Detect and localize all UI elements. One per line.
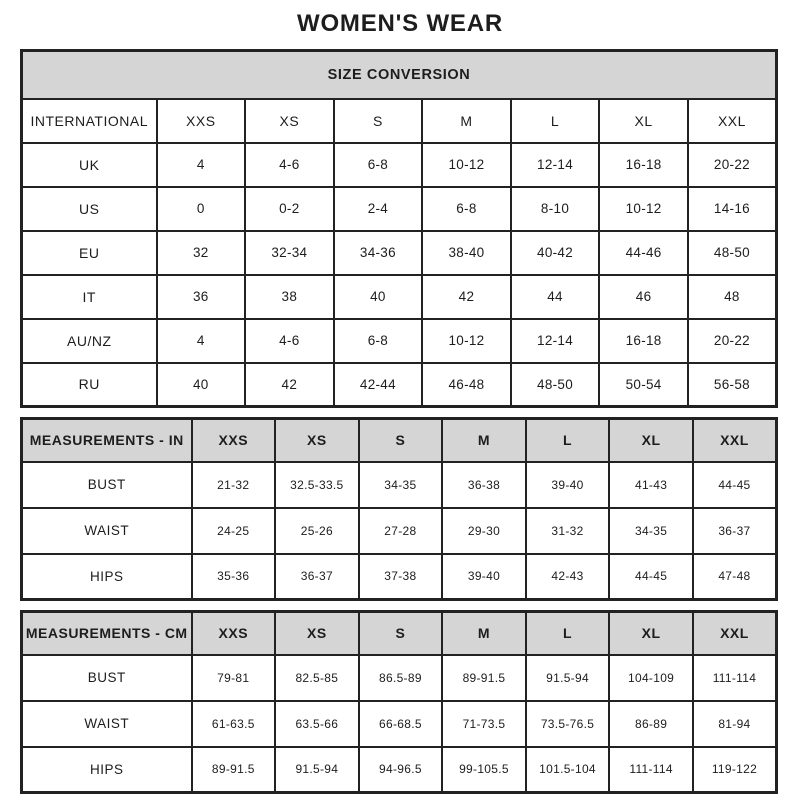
value-cell: 4 bbox=[157, 319, 246, 363]
value-cell: 38-40 bbox=[422, 231, 511, 275]
value-cell: 36 bbox=[157, 275, 246, 319]
table-row bbox=[22, 231, 777, 275]
value-cell: 41-43 bbox=[609, 462, 693, 508]
value-cell: 79-81 bbox=[192, 655, 276, 701]
value-cell: 32-34 bbox=[245, 231, 334, 275]
value-cell: 25-26 bbox=[275, 508, 359, 554]
value-cell: 12-14 bbox=[511, 319, 600, 363]
value-cell: 6-8 bbox=[422, 187, 511, 231]
size-header-cell: XS bbox=[275, 419, 359, 462]
value-cell: 91.5-94 bbox=[275, 747, 359, 793]
value-cell: 50-54 bbox=[599, 363, 688, 407]
value-cell: 12-14 bbox=[511, 143, 600, 187]
value-cell: 34-35 bbox=[359, 462, 443, 508]
value-cell: 40 bbox=[157, 363, 246, 407]
row-label-cell: HIPS bbox=[22, 747, 192, 793]
value-cell: 39-40 bbox=[526, 462, 610, 508]
value-cell: 4 bbox=[157, 143, 246, 187]
value-cell: 44-45 bbox=[609, 554, 693, 600]
size-conversion-table bbox=[20, 49, 778, 408]
size-header-cell: M bbox=[442, 612, 526, 655]
size-conversion-corner-label: INTERNATIONAL bbox=[22, 99, 157, 143]
value-cell: 42 bbox=[245, 363, 334, 407]
table-row bbox=[22, 462, 777, 508]
value-cell: 4-6 bbox=[245, 319, 334, 363]
table-row bbox=[22, 187, 777, 231]
table-row bbox=[22, 363, 777, 407]
row-label-cell: RU bbox=[22, 363, 157, 407]
value-cell: 0 bbox=[157, 187, 246, 231]
value-cell: 40 bbox=[334, 275, 423, 319]
size-header-cell: XL bbox=[599, 99, 688, 143]
value-cell: 71-73.5 bbox=[442, 701, 526, 747]
value-cell: 44 bbox=[511, 275, 600, 319]
value-cell: 48 bbox=[688, 275, 777, 319]
size-header-cell: S bbox=[359, 419, 443, 462]
value-cell: 10-12 bbox=[422, 319, 511, 363]
size-header-cell: M bbox=[422, 99, 511, 143]
size-header-cell: XS bbox=[275, 612, 359, 655]
row-label-cell: WAIST bbox=[22, 508, 192, 554]
table-row bbox=[22, 508, 777, 554]
row-label-cell: BUST bbox=[22, 655, 192, 701]
value-cell: 101.5-104 bbox=[526, 747, 610, 793]
value-cell: 0-2 bbox=[245, 187, 334, 231]
value-cell: 31-32 bbox=[526, 508, 610, 554]
value-cell: 99-105.5 bbox=[442, 747, 526, 793]
value-cell: 14-16 bbox=[688, 187, 777, 231]
table-row bbox=[22, 701, 777, 747]
value-cell: 4-6 bbox=[245, 143, 334, 187]
table-banner-row bbox=[22, 51, 777, 99]
value-cell: 46-48 bbox=[422, 363, 511, 407]
size-header-row bbox=[22, 612, 777, 655]
value-cell: 6-8 bbox=[334, 143, 423, 187]
value-cell: 36-37 bbox=[693, 508, 777, 554]
value-cell: 34-35 bbox=[609, 508, 693, 554]
measurements-cm-corner-label: MEASUREMENTS - CM bbox=[22, 612, 192, 655]
value-cell: 20-22 bbox=[688, 143, 777, 187]
value-cell: 36-38 bbox=[442, 462, 526, 508]
size-header-cell: XXL bbox=[693, 612, 777, 655]
value-cell: 89-91.5 bbox=[442, 655, 526, 701]
value-cell: 81-94 bbox=[693, 701, 777, 747]
size-header-cell: M bbox=[442, 419, 526, 462]
value-cell: 73.5-76.5 bbox=[526, 701, 610, 747]
table-row bbox=[22, 275, 777, 319]
value-cell: 38 bbox=[245, 275, 334, 319]
value-cell: 37-38 bbox=[359, 554, 443, 600]
row-label-cell: HIPS bbox=[22, 554, 192, 600]
size-header-cell: XXL bbox=[688, 99, 777, 143]
table-row bbox=[22, 554, 777, 600]
value-cell: 56-58 bbox=[688, 363, 777, 407]
value-cell: 36-37 bbox=[275, 554, 359, 600]
size-header-cell: XXL bbox=[693, 419, 777, 462]
table-row bbox=[22, 319, 777, 363]
row-label-cell: WAIST bbox=[22, 701, 192, 747]
size-header-cell: XXS bbox=[157, 99, 246, 143]
table-row bbox=[22, 143, 777, 187]
row-label-cell: IT bbox=[22, 275, 157, 319]
value-cell: 82.5-85 bbox=[275, 655, 359, 701]
value-cell: 48-50 bbox=[688, 231, 777, 275]
table-row bbox=[22, 747, 777, 793]
value-cell: 34-36 bbox=[334, 231, 423, 275]
value-cell: 35-36 bbox=[192, 554, 276, 600]
value-cell: 27-28 bbox=[359, 508, 443, 554]
row-label-cell: UK bbox=[22, 143, 157, 187]
measurements-cm-table bbox=[20, 610, 778, 794]
value-cell: 16-18 bbox=[599, 319, 688, 363]
value-cell: 16-18 bbox=[599, 143, 688, 187]
value-cell: 32 bbox=[157, 231, 246, 275]
value-cell: 6-8 bbox=[334, 319, 423, 363]
row-label-cell: EU bbox=[22, 231, 157, 275]
value-cell: 91.5-94 bbox=[526, 655, 610, 701]
size-header-cell: L bbox=[526, 612, 610, 655]
page-title: WOMEN'S WEAR bbox=[297, 10, 503, 37]
row-label-cell: US bbox=[22, 187, 157, 231]
value-cell: 21-32 bbox=[192, 462, 276, 508]
size-header-cell: XXS bbox=[192, 612, 276, 655]
measurements-in-table bbox=[20, 417, 778, 601]
size-header-cell: L bbox=[511, 99, 600, 143]
value-cell: 42-44 bbox=[334, 363, 423, 407]
value-cell: 111-114 bbox=[693, 655, 777, 701]
value-cell: 39-40 bbox=[442, 554, 526, 600]
value-cell: 44-46 bbox=[599, 231, 688, 275]
size-header-cell: XL bbox=[609, 612, 693, 655]
size-header-cell: S bbox=[359, 612, 443, 655]
value-cell: 32.5-33.5 bbox=[275, 462, 359, 508]
row-label-cell: BUST bbox=[22, 462, 192, 508]
value-cell: 89-91.5 bbox=[192, 747, 276, 793]
value-cell: 24-25 bbox=[192, 508, 276, 554]
value-cell: 61-63.5 bbox=[192, 701, 276, 747]
value-cell: 86-89 bbox=[609, 701, 693, 747]
value-cell: 86.5-89 bbox=[359, 655, 443, 701]
value-cell: 46 bbox=[599, 275, 688, 319]
value-cell: 63.5-66 bbox=[275, 701, 359, 747]
value-cell: 48-50 bbox=[511, 363, 600, 407]
value-cell: 8-10 bbox=[511, 187, 600, 231]
value-cell: 42-43 bbox=[526, 554, 610, 600]
size-header-cell: XL bbox=[609, 419, 693, 462]
size-conversion-banner: SIZE CONVERSION bbox=[22, 51, 777, 99]
value-cell: 10-12 bbox=[422, 143, 511, 187]
value-cell: 20-22 bbox=[688, 319, 777, 363]
value-cell: 44-45 bbox=[693, 462, 777, 508]
value-cell: 29-30 bbox=[442, 508, 526, 554]
value-cell: 10-12 bbox=[599, 187, 688, 231]
value-cell: 2-4 bbox=[334, 187, 423, 231]
value-cell: 42 bbox=[422, 275, 511, 319]
table-row bbox=[22, 655, 777, 701]
size-header-row bbox=[22, 419, 777, 462]
size-header-cell: XS bbox=[245, 99, 334, 143]
value-cell: 94-96.5 bbox=[359, 747, 443, 793]
value-cell: 111-114 bbox=[609, 747, 693, 793]
size-header-row bbox=[22, 99, 777, 143]
size-header-cell: XXS bbox=[192, 419, 276, 462]
value-cell: 47-48 bbox=[693, 554, 777, 600]
size-header-cell: S bbox=[334, 99, 423, 143]
measurements-in-corner-label: MEASUREMENTS - IN bbox=[22, 419, 192, 462]
value-cell: 66-68.5 bbox=[359, 701, 443, 747]
value-cell: 119-122 bbox=[693, 747, 777, 793]
value-cell: 40-42 bbox=[511, 231, 600, 275]
size-header-cell: L bbox=[526, 419, 610, 462]
row-label-cell: AU/NZ bbox=[22, 319, 157, 363]
value-cell: 104-109 bbox=[609, 655, 693, 701]
